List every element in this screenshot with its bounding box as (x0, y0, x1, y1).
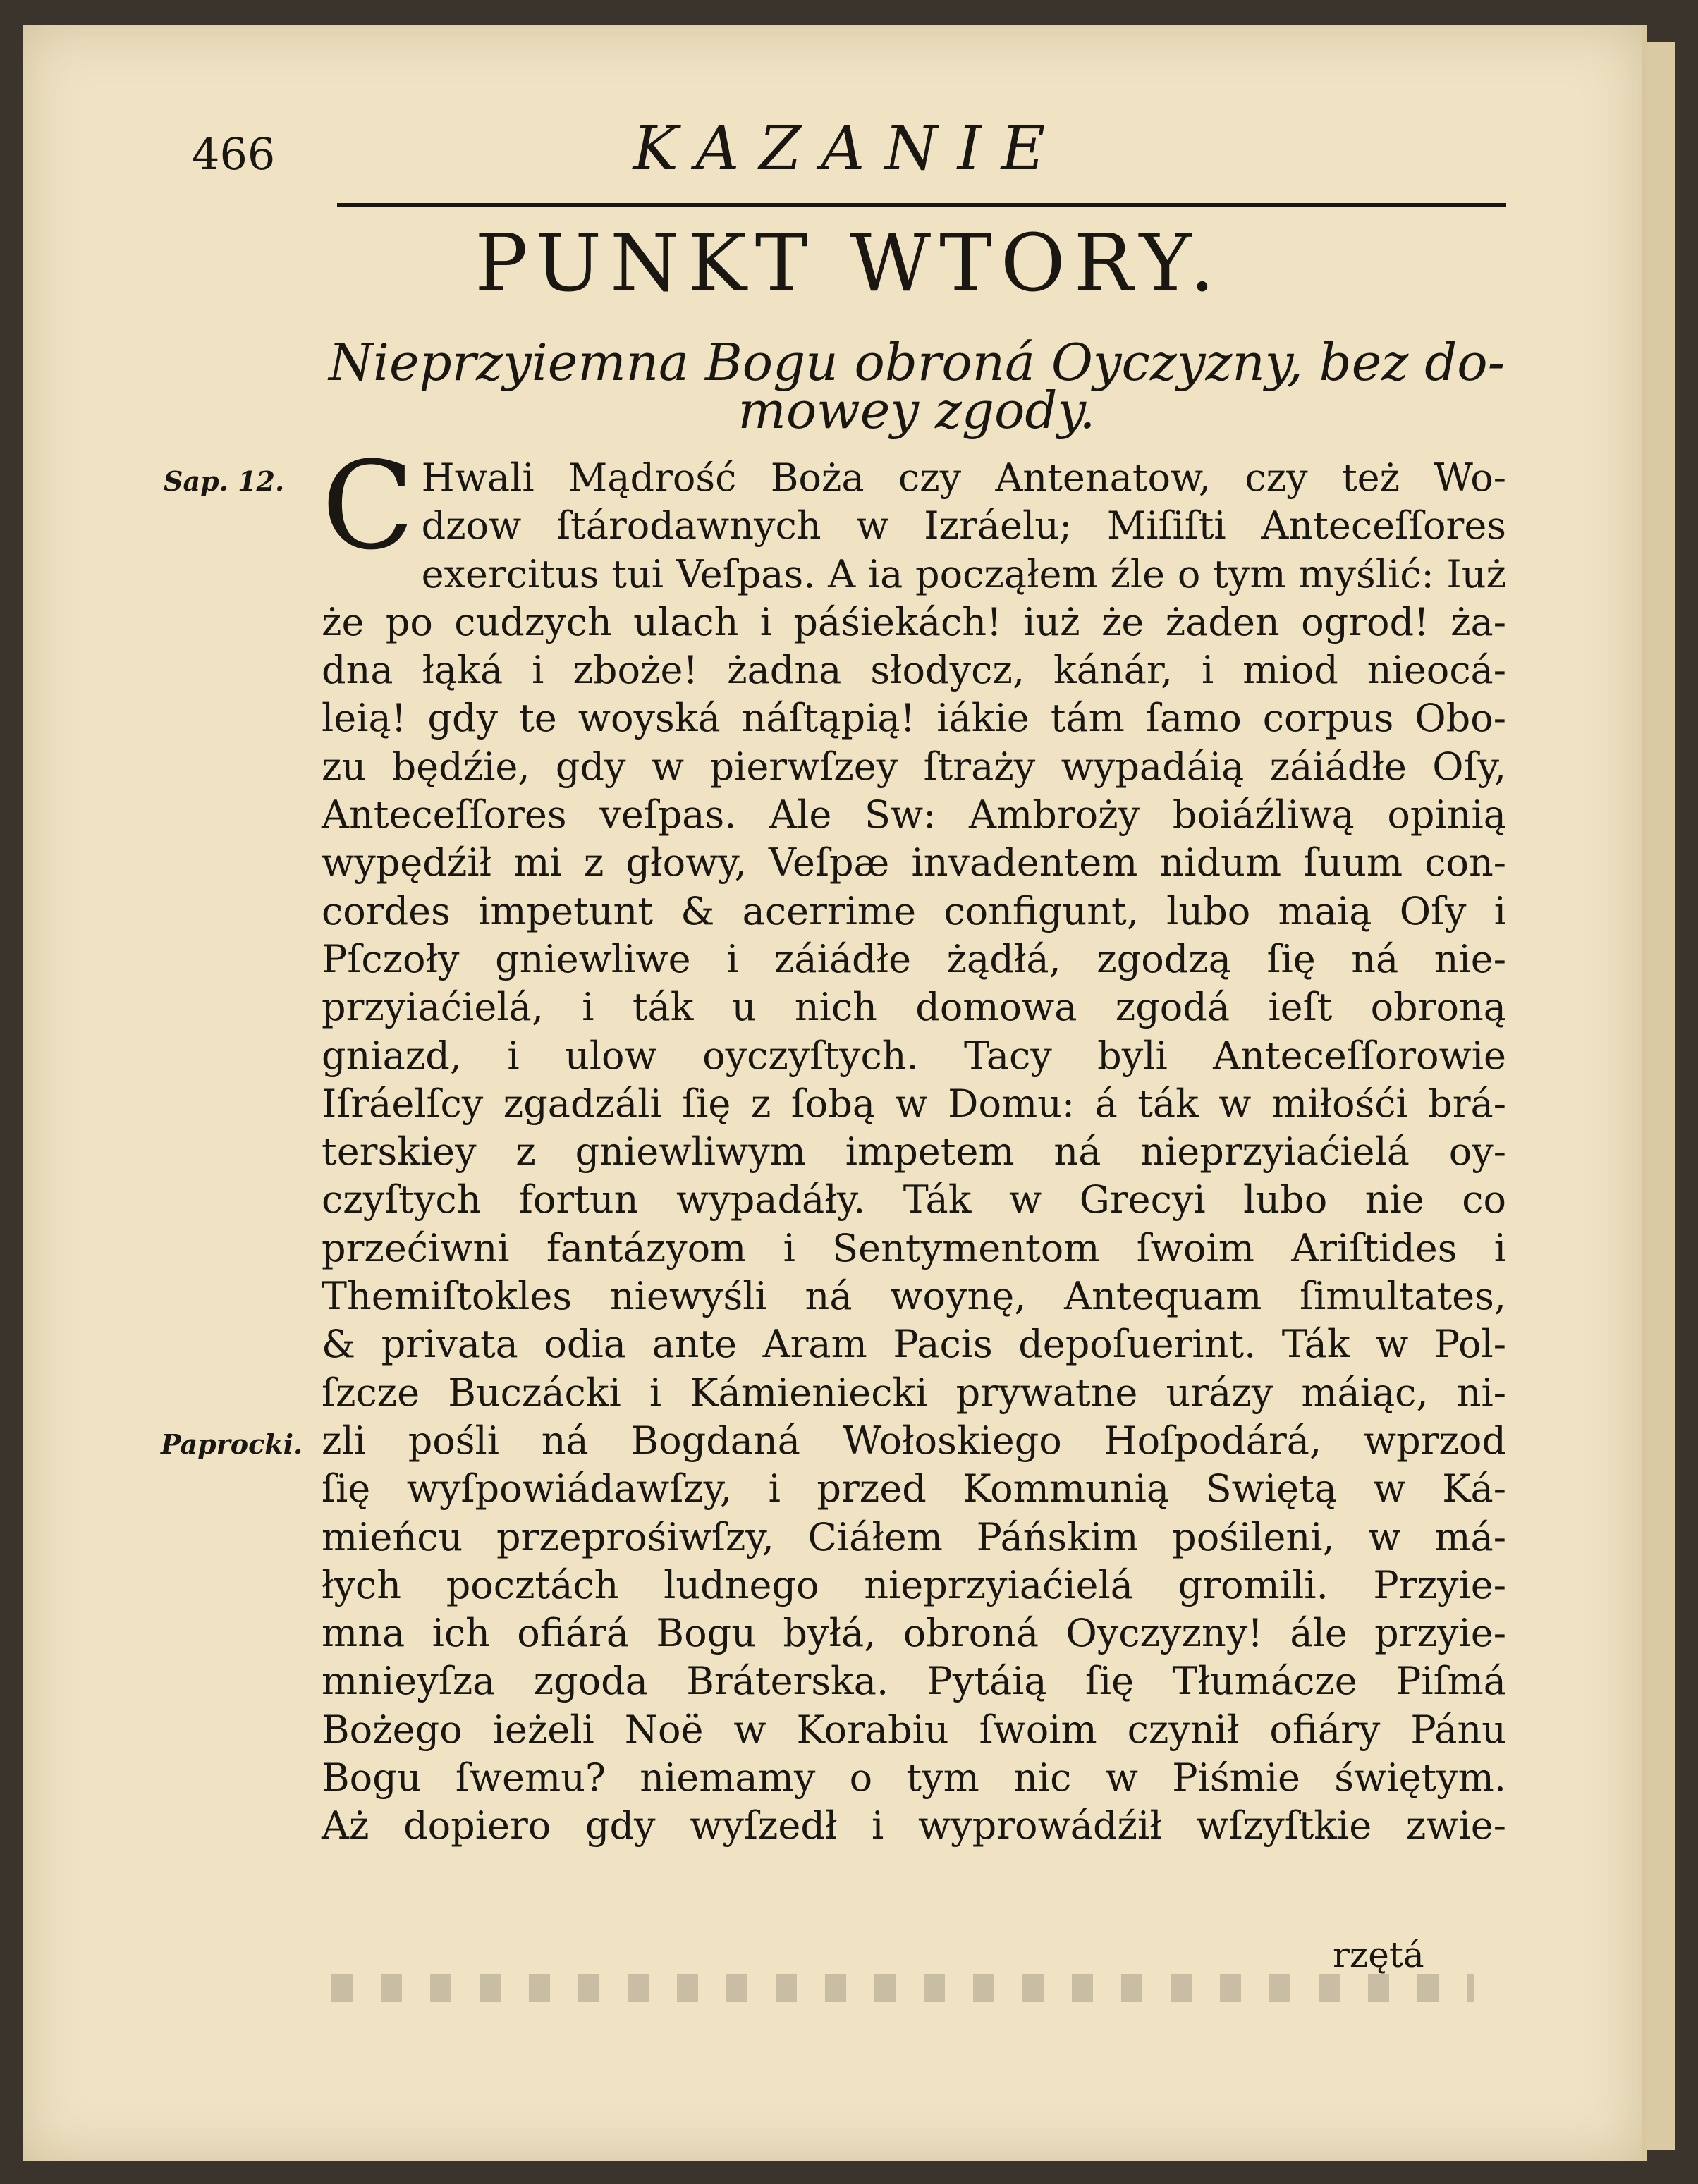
show-through-shadow (331, 1974, 1474, 2002)
text-line: zu będźie, gdy w pierwſzey ſtraży wypadáią záiádłe Oſy, (322, 744, 1506, 789)
catchword: rzętá (1333, 1934, 1424, 1975)
text-line: wypędźił mi z głowy, Veſpæ invadentem nidum ſuum con- (322, 840, 1506, 885)
text-line: Hwali Mądrość Boża czy Antenatow, czy też Wo- (421, 455, 1506, 500)
header-rule (337, 203, 1506, 207)
running-title: KAZANIE (633, 114, 1065, 184)
text-line: dzow ſtárodawnych w Izráelu; Miſiſti Anteceſſores (421, 503, 1506, 548)
text-line: że po cudzych ulach i páśiekách! iuż że żaden ogrod! ża- (322, 599, 1506, 644)
text-line: Pſczoły gniewliwe i záiádłe żądłá, zgodzą ſię ná nie- (322, 936, 1506, 981)
text-line: mna ich ofiárá Bogu byłá, obroná Oyczyzny! ále przyie- (322, 1611, 1506, 1656)
text-line: dna łąká i zboże! żadna słodycz, kánár, i miod nieocá- (322, 648, 1506, 693)
margin-note: Sap. 12. (164, 465, 285, 497)
text-line: gniazd, i ulow oyczyſtych. Tacy byli Anteceſſorowie (322, 1033, 1506, 1078)
text-line: mieńcu przeprośiwſzy, Ciáłem Páńskim pośileni, w má- (322, 1514, 1506, 1559)
text-line: ſzcze Buczácki i Kámieniecki prywatne urázy máiąc, ni- (322, 1370, 1506, 1415)
page-number: 466 (192, 128, 276, 180)
text-line: exercitus tui Veſpas. A ia począłem źle o tym myślić: Iuż (421, 551, 1506, 596)
text-line: ſię wyſpowiádawſzy, i przed Kommunią Swiętą w Ká- (322, 1466, 1506, 1511)
text-line: Aż dopiero gdy wyſzedł i wyprowádźił wſzyſtkie zwie- (322, 1803, 1506, 1848)
drop-cap: C (322, 435, 415, 577)
subheading-line: mowey zgody. (738, 381, 1096, 441)
section-heading: PUNKT WTORY. (475, 218, 1223, 309)
text-line: Bożego ieżeli Noë w Korabiu ſwoim czynił ofiáry Pánu (322, 1707, 1506, 1752)
text-line: mnieyſza zgoda Bráterska. Pytáią ſię Tłumácze Piſmá (322, 1659, 1506, 1704)
text-line: & privata odia ante Aram Pacis depoſuerint. Ták w Pol- (322, 1322, 1506, 1367)
text-line: łych pocztách ludnego nieprzyiaćielá gromili. Przyie- (322, 1562, 1506, 1607)
text-line: przećiwni fantázyom i Sentymentom ſwoim Ariſtides i (322, 1225, 1506, 1270)
body-text (322, 435, 1506, 1851)
subheading-line: Nieprzyiemna Bogu obroná Oyczyzny, bez do- (329, 333, 1505, 392)
text-line: czyſtych fortun wypadáły. Ták w Grecyi lubo nie co (322, 1177, 1506, 1222)
text-line: Iſráelſcy zgadzáli ſię z ſobą w Domu: á ták w miłośći brá- (322, 1081, 1506, 1126)
text-line: cordes impetunt & acerrime configunt, lubo maią Oſy i (322, 888, 1506, 933)
text-line: zli pośli ná Bogdaná Wołoskiego Hoſpodárá, wprzod (322, 1418, 1506, 1463)
text-line: terskiey z gniewliwym impetem ná nieprzyiaćielá oy- (322, 1129, 1506, 1174)
text-line: Anteceſſores veſpas. Ale Sw: Ambroży boiáźliwą opinią (322, 792, 1506, 838)
text-line: Bogu ſwemu? niemamy o tym nic w Piśmie świętym. (322, 1755, 1506, 1800)
margin-note: Paprocki. (161, 1428, 303, 1460)
section-subheading (310, 324, 1523, 441)
text-line: przyiaćielá, i ták u nich domowa zgodá ieſt obroną (322, 985, 1506, 1030)
page-edge (1647, 42, 1675, 2150)
text-line: Themiſtokles niewyśli ná woynę, Antequam ſimultates, (322, 1274, 1506, 1319)
text-line: leią! gdy te woyská náſtąpią! iákie tám ſamo corpus Obo- (322, 696, 1506, 741)
